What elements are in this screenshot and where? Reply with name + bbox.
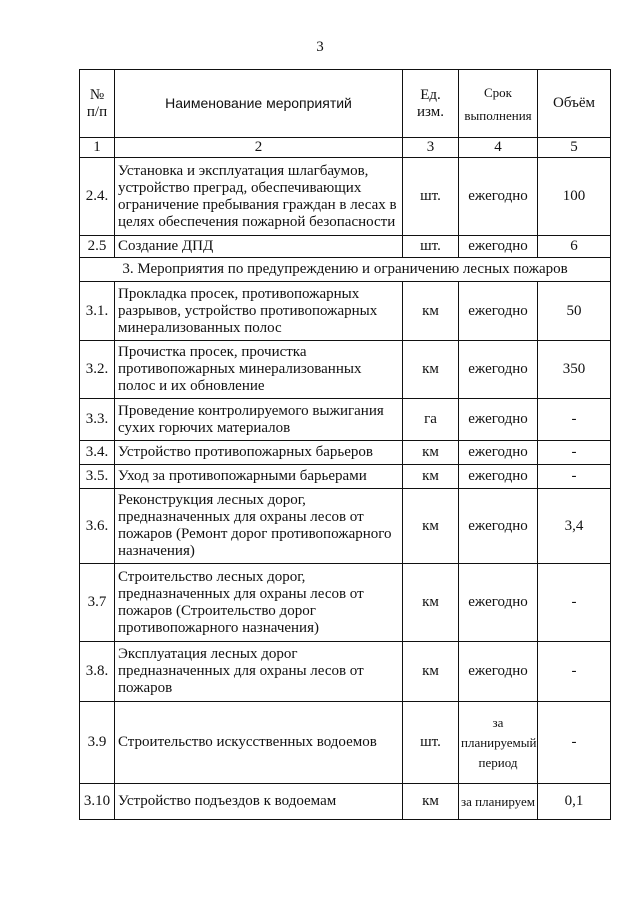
page-number: 3 — [316, 39, 324, 55]
row-unit: км — [403, 489, 459, 564]
row-unit: км — [403, 784, 459, 820]
table-row — [80, 236, 611, 258]
row-volume: 50 — [538, 282, 611, 341]
header-term: Срок выполнения — [459, 70, 538, 138]
row-name: Уход за противопожарными барьерами — [115, 465, 403, 489]
row-num: 3.2. — [80, 341, 115, 399]
row-unit: км — [403, 441, 459, 465]
row-unit: км — [403, 282, 459, 341]
row-term: ежегодно — [459, 236, 538, 258]
row-volume: 0,1 — [538, 784, 611, 820]
row-unit: шт. — [403, 158, 459, 236]
row-term: за планируем — [459, 784, 538, 820]
header-volume: Объём — [538, 70, 611, 138]
row-name: Прочистка просек, прочистка противопожарных минерализованных полос и их обновление — [115, 341, 403, 399]
row-unit: га — [403, 399, 459, 441]
row-name: Реконструкция лесных дорог, предназначенных для охраны лесов от пожаров (Ремонт дорог противопожарного назначения) — [115, 489, 403, 564]
row-num: 3.4. — [80, 441, 115, 465]
column-number-row — [80, 138, 611, 158]
row-term: ежегодно — [459, 441, 538, 465]
section-title: 3. Мероприятия по предупреждению и ограничению лесных пожаров — [80, 258, 611, 282]
row-unit: шт. — [403, 236, 459, 258]
row-volume: - — [538, 399, 611, 441]
row-unit: шт. — [403, 702, 459, 784]
row-volume: - — [538, 642, 611, 702]
row-unit: км — [403, 642, 459, 702]
row-volume: 3,4 — [538, 489, 611, 564]
header-unit: Ед. изм. — [403, 70, 459, 138]
table-row — [80, 282, 611, 341]
row-name: Строительство лесных дорог, предназначенных для охраны лесов от пожаров (Строительство дорог противопожарного назначения) — [115, 564, 403, 642]
table-row — [80, 399, 611, 441]
column-number: 4 — [459, 138, 538, 158]
row-unit: км — [403, 564, 459, 642]
table-row — [80, 784, 611, 820]
row-num: 3.1. — [80, 282, 115, 341]
row-volume: - — [538, 465, 611, 489]
header-name: Наименование мероприятий — [115, 70, 403, 138]
row-volume: 6 — [538, 236, 611, 258]
column-number: 2 — [115, 138, 403, 158]
row-term: ежегодно — [459, 465, 538, 489]
row-num: 3.6. — [80, 489, 115, 564]
row-num: 3.8. — [80, 642, 115, 702]
row-num: 2.4. — [80, 158, 115, 236]
column-number: 1 — [80, 138, 115, 158]
table-row — [80, 564, 611, 642]
row-term: ежегодно — [459, 158, 538, 236]
section-row — [80, 258, 611, 282]
row-name: Установка и эксплуатация шлагбаумов, устройство преград, обеспечивающих ограничение пребывания граждан в лесах в целях обеспечения пожарной безопасности — [115, 158, 403, 236]
table-row — [80, 642, 611, 702]
row-term: ежегодно — [459, 341, 538, 399]
table-row — [80, 465, 611, 489]
column-number: 3 — [403, 138, 459, 158]
row-term: ежегодно — [459, 642, 538, 702]
table-header-row — [80, 70, 611, 138]
row-term: за планируемый период — [459, 702, 538, 784]
header-num: № п/п — [80, 70, 115, 138]
row-volume: 100 — [538, 158, 611, 236]
row-term: ежегодно — [459, 282, 538, 341]
row-name: Строительство искусственных водоемов — [115, 702, 403, 784]
row-num: 3.5. — [80, 465, 115, 489]
row-term: ежегодно — [459, 399, 538, 441]
table-row — [80, 158, 611, 236]
row-num: 2.5 — [80, 236, 115, 258]
row-name: Эксплуатация лесных дорог предназначенных для охраны лесов от пожаров — [115, 642, 403, 702]
row-name: Создание ДПД — [115, 236, 403, 258]
table-row — [80, 489, 611, 564]
row-num: 3.9 — [80, 702, 115, 784]
row-volume: 350 — [538, 341, 611, 399]
row-term: ежегодно — [459, 564, 538, 642]
row-volume: - — [538, 564, 611, 642]
row-name: Устройство противопожарных барьеров — [115, 441, 403, 465]
measures-table — [79, 69, 611, 820]
column-number: 5 — [538, 138, 611, 158]
row-name: Устройство подъездов к водоемам — [115, 784, 403, 820]
row-name: Проведение контролируемого выжигания сухих горючих материалов — [115, 399, 403, 441]
row-volume: - — [538, 441, 611, 465]
row-num: 3.3. — [80, 399, 115, 441]
row-name: Прокладка просек, противопожарных разрывов, устройство противопожарных минерализованных полос — [115, 282, 403, 341]
row-unit: км — [403, 465, 459, 489]
table-row — [80, 341, 611, 399]
row-volume: - — [538, 702, 611, 784]
table-row — [80, 702, 611, 784]
table-row — [80, 441, 611, 465]
row-unit: км — [403, 341, 459, 399]
row-term: ежегодно — [459, 489, 538, 564]
row-num: 3.10 — [80, 784, 115, 820]
row-num: 3.7 — [80, 564, 115, 642]
